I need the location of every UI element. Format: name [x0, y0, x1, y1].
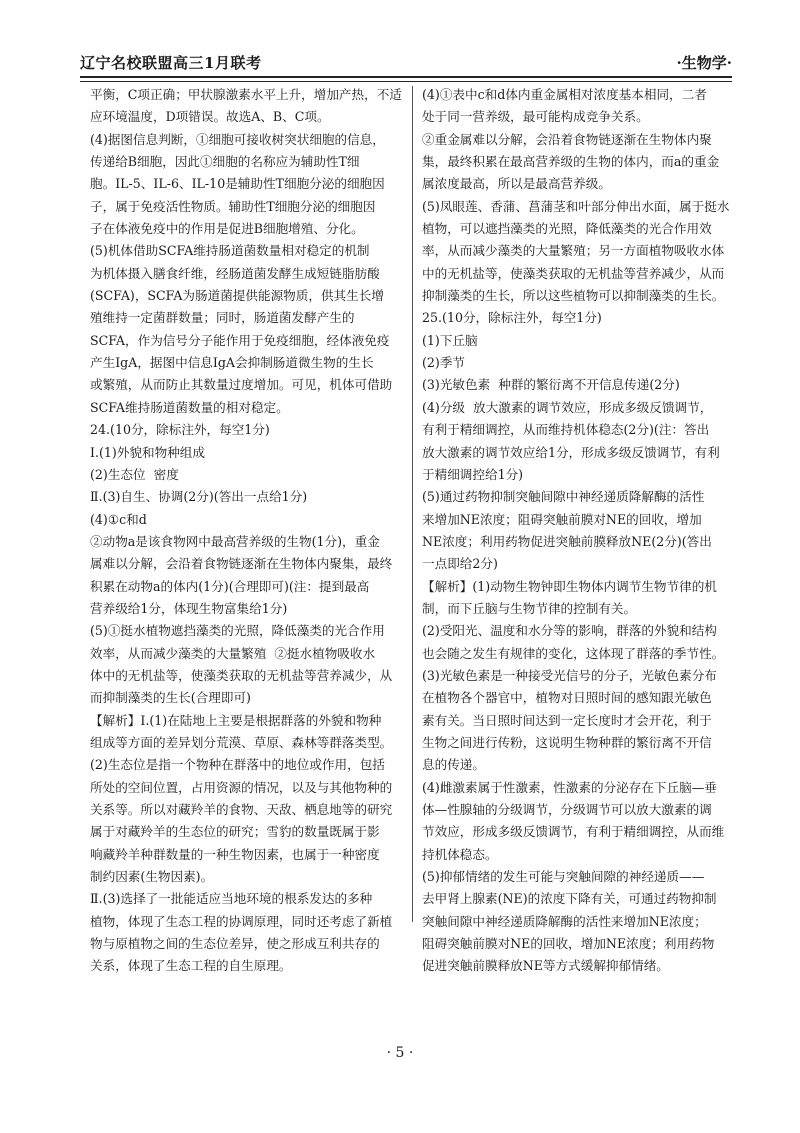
right-column-text-line: 中的无机盐等，使藻类获取的无机盐等营养减少，从而	[422, 265, 725, 281]
left-column-text-line: 响藏羚羊种群数量的一种生物因素，也属于一种密度	[90, 846, 380, 862]
right-column-text-line: 促进突触前膜释放NE等方式缓解抑郁情绪。	[422, 958, 669, 974]
left-column-text-line: 24.(10分，除标注外，每空1分)	[90, 422, 270, 438]
right-column-text-line: 集，最终积累在最高营养级的生物的体内，而a的重金	[422, 154, 720, 170]
right-column-text-line: (3)光敏色素是一种接受光信号的分子，光敏色素分布	[422, 667, 717, 683]
left-column-text-line: 关系，体现了生态工程的自生原理。	[90, 958, 292, 974]
left-column-text-line: 积累在动物a的体内(1分)(合理即可)(注：提到最高	[90, 578, 370, 594]
right-column-text-line: 【解析】(1)动物生物钟即生物体内调节生物节律的机	[422, 578, 717, 594]
left-column-text-line: (SCFA)，SCFA为肠道菌提供能源物质，供其生长增	[90, 288, 384, 304]
right-column-text-line: (4)分级 放大激素的调节效应，形成多级反馈调节，	[422, 399, 713, 415]
left-column	[90, 84, 406, 978]
left-column-text-line: (2)生态位 密度	[90, 466, 179, 482]
left-column-text-line: Ⅱ.(3)选择了一批能适应当地环境的根系发达的多种	[90, 891, 373, 907]
right-column-text-line: NE浓度；利用药物促进突触前膜释放NE(2分)(答出	[422, 533, 712, 549]
left-column-text-line: (5)机体借助SCFA维持肠道菌数量相对稳定的机制	[90, 243, 370, 259]
right-column-text-line: 制，而下丘脑与生物节律的控制有关。	[422, 600, 637, 616]
left-column-text-line: 物与原植物之间的生态位差异，使之形成互利共存的	[90, 936, 380, 952]
left-column-text-line: 【解析】Ⅰ.(1)在陆地上主要是根据群落的外貌和物种	[90, 712, 382, 728]
page-header	[80, 50, 732, 74]
right-column-text-line: 突触间隙中神经递质降解酶的活性来增加NE浓度；	[422, 913, 707, 929]
left-column-text-line: 子在体液免疫中的作用是促进B细胞增殖、分化。	[90, 221, 364, 237]
left-column-text-line: 属难以分解，会沿着食物链逐渐在生物体内聚集，最终	[90, 556, 393, 572]
header-rule-thin	[80, 81, 732, 82]
left-column-text-line: 制约因素(生物因素)。	[90, 869, 214, 885]
right-column-text-line: 一点即给2分)	[422, 556, 498, 572]
right-column-text-line: 去甲肾上腺素(NE)的浓度下降有关，可通过药物抑制	[422, 891, 717, 907]
right-column-text-line: (4)①表中c和d体内重金属相对浓度基本相同，二者	[422, 87, 707, 102]
left-column-text-line: 组成等方面的差异划分荒漠、草原、森林等群落类型。	[90, 734, 393, 750]
column-divider	[412, 86, 413, 922]
left-column-text-line: ②动物a是该食物网中最高营养级的生物(1分)，重金	[90, 533, 380, 549]
left-column-text-line: 属于对藏羚羊的生态位的研究；雪豹的数量既属于影	[90, 824, 380, 840]
left-column-text-line: 所处的空间位置，占用资源的情况，以及与其他物种的	[90, 779, 393, 795]
right-column-text-line: 素有关。当日照时间达到一定长度时才会开花，利于	[422, 712, 712, 728]
left-column-text-line: (2)生态位是指一个物种在群落中的地位或作用，包括	[90, 757, 385, 773]
right-column-text-line: 率，从而减少藻类的大量繁殖；另一方面植物吸收水体	[422, 243, 725, 259]
right-column-text-line: 植物，可以遮挡藻类的光照，降低藻类的光合作用效	[422, 221, 712, 237]
left-column-text-line: SCFA维持肠道菌数量的相对稳定。	[90, 399, 289, 415]
left-column-text-line: (4)据图信息判断，①细胞可接收树突状细胞的信息，	[90, 131, 385, 147]
left-column-text-line: 植物，体现了生态工程的协调原理，同时还考虑了新植	[90, 913, 393, 929]
right-column-text-line: 持机体稳态。	[422, 846, 498, 862]
right-column-text-line: 25.(10分，除标注外，每空1分)	[422, 310, 602, 326]
right-column-text-line: 有利于精细调控，从而维持机体稳态(2分)(注：答出	[422, 422, 710, 438]
right-column-text-line: 在植物各个器官中，植物对日照时间的感知跟光敏色	[422, 690, 712, 706]
right-column-text-line: 也会随之发生有规律的变化，这体现了群落的季节性。	[422, 645, 725, 661]
left-column-text-line: 殖维持一定菌群数量；同时，肠道菌发酵产生的	[90, 310, 355, 326]
left-column-text-line: 营养级给1分，体现生物富集给1分)	[90, 600, 288, 616]
left-column-text-line: 应环境温度，D项错误。故选A、B、C项。	[90, 109, 330, 125]
right-column-text-line: 息的传递。	[422, 757, 485, 773]
right-column-text-line: 节效应，形成多级反馈调节，有利于精细调控，从而维	[422, 824, 725, 840]
left-column-text-line: 子，属于免疫活性物质。辅助性T细胞分泌的细胞因	[90, 198, 376, 214]
right-column-text-line: (1)下丘脑	[422, 332, 478, 348]
right-column-text-line: (2)季节	[422, 355, 466, 371]
right-column	[422, 84, 738, 978]
right-column-text-line: (5)抑郁情绪的发生可能与突触间隙的神经递质——	[422, 869, 705, 885]
right-column-text-line: 属浓度最高，所以是最高营养级。	[422, 176, 611, 192]
left-column-text-line: SCFA，作为信号分子能作用于免疫细胞，经体液免疫	[90, 332, 390, 348]
right-column-text-line: (5)通过药物抑制突触间隙中神经递质降解酶的活性	[422, 489, 705, 505]
exam-title: 辽宁名校联盟高三1月联考	[80, 54, 262, 72]
left-column-text-line: 或繁殖，从而防止其数量过度增加。可见，机体可借助	[90, 377, 393, 393]
right-column-text-line: 生物之间进行传粉，这说明生物种群的繁衍离不开信	[422, 734, 712, 750]
right-column-text-line: 抑制藻类的生长，所以这些植物可以抑制藻类的生长。	[422, 288, 725, 304]
right-column-text-line: 于精细调控给1分)	[422, 466, 524, 482]
left-column-text-line: Ⅰ.(1)外貌和物种组成	[90, 444, 205, 460]
left-column-text-line: 平衡，C项正确；甲状腺激素水平上升，增加产热，不适	[90, 87, 402, 102]
left-column-text-line: 产生IgA，据图中信息IgA会抑制肠道微生物的生长	[90, 355, 374, 371]
left-column-text-line: 传递给B细胞，因此①细胞的名称应为辅助性T细	[90, 154, 360, 170]
right-column-text-line: (3)光敏色素 种群的繁衍离不开信息传递(2分)	[422, 377, 680, 393]
page-number: · 5 ·	[386, 1045, 414, 1061]
right-column-text-line: 放大激素的调节效应给1分，形成多级反馈调节，有利	[422, 444, 720, 460]
right-column-text-line: 处于同一营养级，最可能构成竞争关系。	[422, 109, 649, 125]
left-column-text-line: 关系等。所以对藏羚羊的食物、天敌、栖息地等的研究	[90, 802, 393, 817]
left-column-text-line: 为机体摄入膳食纤维，经肠道菌发酵生成短链脂肪酸	[90, 265, 380, 281]
left-column-text-line: (5)①挺水植物遮挡藻类的光照，降低藻类的光合作用	[90, 623, 385, 639]
right-column-text-line: 来增加NE浓度；阻碍突触前膜对NE的回收，增加	[422, 511, 702, 527]
right-column-text-line: ②重金属难以分解，会沿着食物链逐渐在生物体内聚	[422, 131, 712, 147]
left-column-text-line: 而抑制藻类的生长(合理即可)	[90, 690, 251, 706]
right-column-text-line: (2)受阳光、温度和水分等的影响，群落的外貌和结构	[422, 623, 717, 639]
left-column-text-line: Ⅱ.(3)自生、协调(2分)(答出一点给1分)	[90, 489, 308, 505]
right-column-text-line: 阻碍突触前膜对NE的回收，增加NE浓度；利用药物	[422, 936, 715, 952]
right-column-text-line: (5)凤眼莲、香蒲、菖蒲茎和叶部分伸出水面，属于挺水	[422, 198, 730, 214]
header-rule-thick	[80, 76, 732, 78]
left-column-text-line: 体中的无机盐等，使藻类获取的无机盐等营养减少，从	[90, 667, 393, 683]
right-column-text-line: (4)雌激素属于性激素，性激素的分泌存在下丘脑—垂	[422, 779, 717, 795]
left-column-text-line: (4)①c和d	[90, 511, 147, 527]
left-column-text-line: 效率，从而减少藻类的大量繁殖 ②挺水植物吸收水	[90, 645, 376, 661]
left-column-text-line: 胞。IL-5、IL-6、IL-10是辅助性T细胞分泌的细胞因	[90, 176, 385, 192]
right-column-text-line: 体—性腺轴的分级调节，分级调节可以放大激素的调	[422, 802, 712, 817]
subject-label: ·生物学·	[676, 54, 732, 72]
